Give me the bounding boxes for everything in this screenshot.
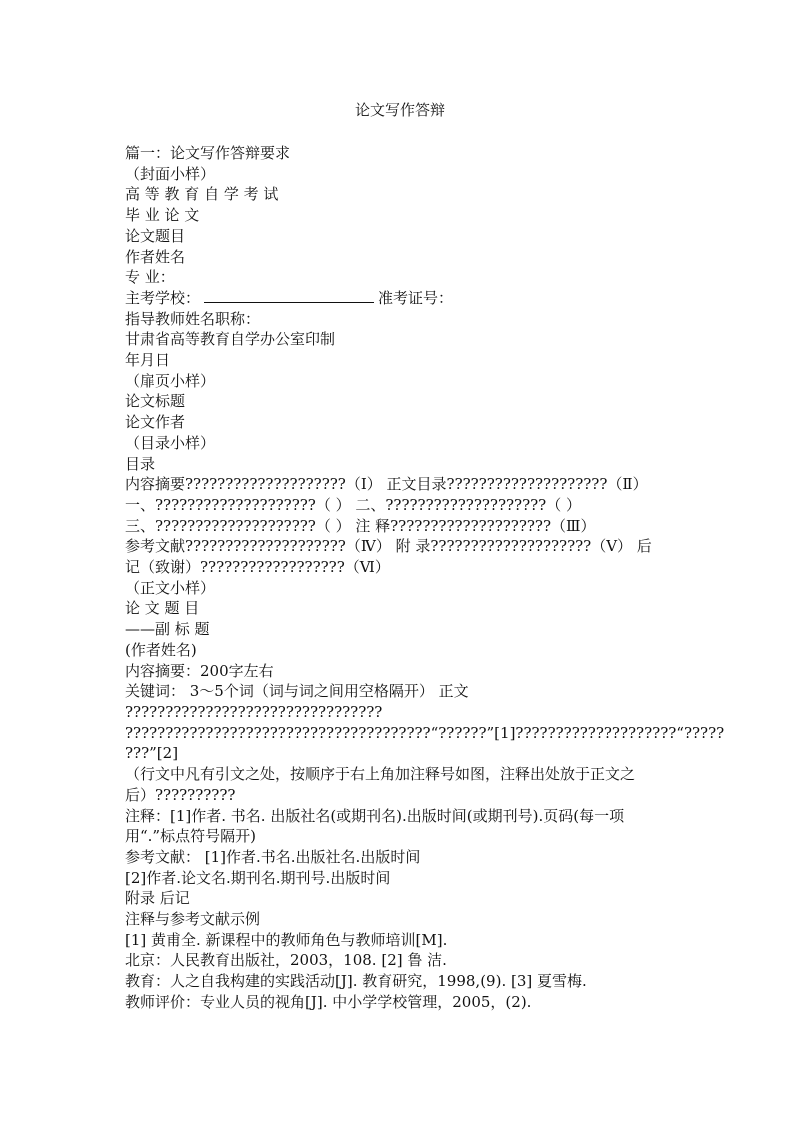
printer-line: 甘肃省高等教育自学办公室印制 (125, 330, 336, 349)
abstract-line: 内容摘要：200字左右 (125, 661, 274, 680)
toc-heading: 目录 (125, 454, 156, 473)
body-author: (作者姓名) (125, 640, 197, 659)
citation-instruction: （行文中凡有引文之处，按顺序于右上角加注释号如图，注释出处放于正文之后）?????????? (125, 765, 636, 804)
school-blank-line (204, 288, 374, 303)
toc-sample-label: （目录小样） (125, 433, 216, 452)
toc-line: 一、????????????????????（ ） 二、????????????????????（ ） (125, 495, 581, 514)
body-text-line: ??????????????????????????????????????“??????”[1]????????????????????“????? (125, 723, 725, 742)
body-sample-label: （正文小样） (125, 578, 216, 597)
thesis-title-field: 论文题目 (125, 226, 186, 245)
date-line: 年月日 (125, 351, 171, 370)
body-subtitle: ——副 标 题 (125, 620, 210, 639)
advisor-field: 指导教师姓名职称： (125, 309, 261, 328)
exam-name: 高 等 教 育 自 学 考 试 (125, 185, 279, 204)
cover-sample-label: （封面小样） (125, 164, 216, 183)
appendix-line: 附录 后记 (125, 889, 190, 908)
body-title: 论 文 题 目 (125, 599, 200, 618)
major-field: 专 业： (125, 268, 175, 287)
thesis-author-field: 论文作者 (125, 413, 186, 432)
reference-example: 教育：人之自我构建的实践活动[J]. 教育研究，1998,(9). [3] 夏雪梅. (125, 972, 587, 991)
thesis-heading-field: 论文标题 (125, 392, 186, 411)
section-heading: 篇一：论文写作答辩要求 (125, 144, 291, 162)
school-field-label: 主考学校： (125, 288, 201, 307)
exam-id-field-label: 准考证号： (378, 288, 454, 307)
school-and-exam-id-line (125, 288, 650, 309)
toc-line: 内容摘要????????????????????（Ⅰ） 正文目录????????????????????（Ⅱ） (125, 475, 648, 494)
references-format: 参考文献： [1]作者.书名.出版社名.出版时间 (125, 847, 421, 866)
reference-example: [1] 黄甫全. 新课程中的教师角色与教师培训[M]. (125, 930, 448, 949)
document-title: 论文写作答辩 (354, 101, 445, 119)
title-page-sample-label: （扉页小样） (125, 371, 216, 390)
author-name-field: 作者姓名 (125, 247, 186, 266)
toc-line: 参考文献????????????????????（Ⅳ） 附 录????????????????????（Ⅴ） 后 (125, 537, 652, 556)
reference-example: 教师评价：专业人员的视角[J]. 中小学学校管理，2005，(2). (125, 992, 532, 1011)
examples-heading: 注释与参考文献示例 (125, 910, 261, 929)
thesis-label: 毕 业 论 文 (125, 206, 200, 225)
body-text-line: ???”[2] (125, 744, 179, 763)
toc-line: 三、????????????????????（ ） 注 释????????????????????（Ⅲ） (125, 516, 596, 535)
document-body (125, 143, 725, 1013)
notes-format: 注释：[1]作者. 书名. 出版社名(或期刊名).出版时间(或期刊号).页码(每一项用“.”标点符号隔开) (125, 806, 625, 846)
toc-line: 记（致谢）??????????????????（Ⅵ） (125, 558, 390, 577)
keywords-line: 关键词： 3～5个词（词与词之间用空格隔开） 正文 (125, 682, 469, 701)
body-text-line: ???????????????????????????????? (125, 702, 383, 721)
references-format-2: [2]作者.论文名.期刊名.期刊号.出版时间 (125, 868, 391, 887)
reference-example: 北京：人民教育出版社，2003，108. [2] 鲁 洁. (125, 951, 447, 970)
